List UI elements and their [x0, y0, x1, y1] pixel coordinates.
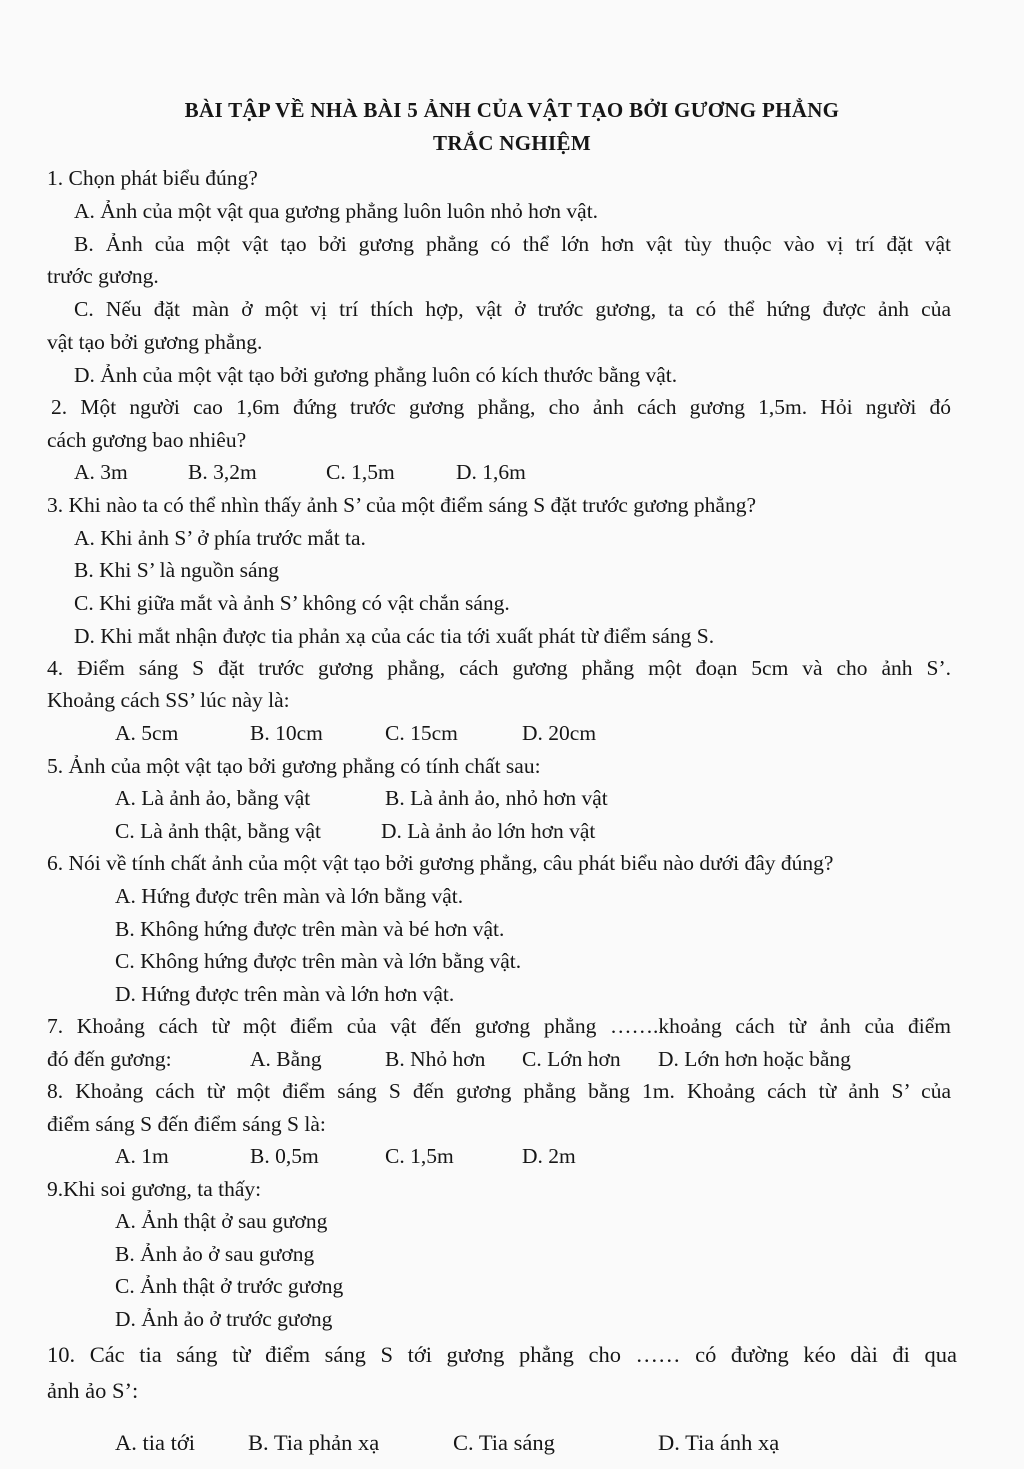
question-5-option-b: B. Là ảnh ảo, nhỏ hơn vật — [385, 786, 608, 810]
question-3-option-a: A. Khi ảnh S’ ở phía trước mắt ta. — [74, 526, 366, 550]
question-10-text: 10. Các tia sáng từ điểm sáng S tới gương phẳng cho …… có đường kéo dài đi qua — [47, 1342, 957, 1367]
question-1-option-b-cont: trước gương. — [47, 264, 159, 288]
question-7-text-cont: đó đến gương: — [47, 1047, 172, 1071]
question-7-option-a: A. Bằng — [250, 1047, 322, 1071]
question-8-text-cont: điểm sáng S đến điểm sáng S là: — [47, 1112, 326, 1136]
question-9-text: 9.Khi soi gương, ta thấy: — [47, 1177, 262, 1201]
question-2-option-a: A. 3m — [74, 460, 128, 484]
question-9-option-c: C. Ảnh thật ở trước gương — [115, 1274, 344, 1298]
question-10-option-d: D. Tia ánh xạ — [658, 1430, 780, 1455]
question-9-option-b: B. Ảnh ảo ở sau gương — [115, 1242, 315, 1266]
question-7-text: 7. Khoảng cách từ một điểm của vật đến gương phẳng …….khoảng cách từ ảnh của điểm — [47, 1014, 951, 1038]
question-6-option-b: B. Không hứng được trên màn và bé hơn vật. — [115, 917, 505, 941]
page-title: BÀI TẬP VỀ NHÀ BÀI 5 ẢNH CỦA VẬT TẠO BỞI GƯƠNG PHẲNG — [184, 98, 840, 122]
question-8-option-c: C. 1,5m — [385, 1144, 454, 1168]
question-10-text-cont: ảnh ảo S’: — [47, 1378, 139, 1403]
question-4-option-a: A. 5cm — [115, 721, 179, 745]
question-5-option-a: A. Là ảnh ảo, bằng vật — [115, 786, 311, 810]
question-2-option-d: D. 1,6m — [456, 460, 526, 484]
question-10-option-b: B. Tia phản xạ — [248, 1430, 380, 1455]
question-5-option-d: D. Là ảnh ảo lớn hơn vật — [381, 819, 596, 843]
question-6-text: 6. Nói về tính chất ảnh của một vật tạo bởi gương phẳng, câu phát biểu nào dưới đây đúng? — [47, 851, 834, 875]
question-4-text-cont: Khoảng cách SS’ lúc này là: — [47, 688, 290, 712]
question-1-option-b: B. Ảnh của một vật tạo bởi gương phẳng có thể lớn hơn vật tùy thuộc vào vị trí đặt vật — [74, 232, 951, 256]
question-8-option-a: A. 1m — [115, 1144, 169, 1168]
question-6-option-a: A. Hứng được trên màn và lớn bằng vật. — [115, 884, 464, 908]
question-9-option-d: D. Ảnh ảo ở trước gương — [115, 1307, 333, 1331]
question-3-text: 3. Khi nào ta có thể nhìn thấy ảnh S’ của một điểm sáng S đặt trước gương phẳng? — [47, 493, 757, 517]
question-9-option-a: A. Ảnh thật ở sau gương — [115, 1209, 328, 1233]
question-4-option-b: B. 10cm — [250, 721, 323, 745]
question-5-option-c: C. Là ảnh thật, bằng vật — [115, 819, 321, 843]
question-1-option-c: C. Nếu đặt màn ở một vị trí thích hợp, vật ở trước gương, ta có thể hứng được ảnh của — [74, 297, 951, 321]
question-6-option-d: D. Hứng được trên màn và lớn hơn vật. — [115, 982, 455, 1006]
question-7-option-b: B. Nhỏ hơn — [385, 1047, 486, 1071]
question-3-option-c: C. Khi giữa mắt và ảnh S’ không có vật chắn sáng. — [74, 591, 510, 615]
question-8-option-b: B. 0,5m — [250, 1144, 319, 1168]
page-subtitle: TRẮC NGHIỆM — [433, 131, 591, 155]
question-6-option-c: C. Không hứng được trên màn và lớn bằng vật. — [115, 949, 522, 973]
question-2-text-cont: cách gương bao nhiêu? — [47, 428, 247, 452]
question-3-option-d: D. Khi mắt nhận được tia phản xạ của các tia tới xuất phát từ điểm sáng S. — [74, 624, 715, 648]
question-8-option-d: D. 2m — [522, 1144, 576, 1168]
question-5-text: 5. Ảnh của một vật tạo bởi gương phẳng có tính chất sau: — [47, 754, 541, 778]
question-10-option-c: C. Tia sáng — [453, 1430, 555, 1455]
question-4-option-d: D. 20cm — [522, 721, 597, 745]
question-1-option-d: D. Ảnh của một vật tạo bởi gương phẳng luôn có kích thước bằng vật. — [74, 363, 678, 387]
question-3-option-b: B. Khi S’ là nguồn sáng — [74, 558, 280, 582]
question-1-option-a: A. Ảnh của một vật qua gương phẳng luôn luôn nhỏ hơn vật. — [74, 199, 599, 223]
question-4-text: 4. Điểm sáng S đặt trước gương phẳng, cách gương phẳng một đoạn 5cm và cho ảnh S’. — [47, 656, 951, 680]
question-1-option-c-cont: vật tạo bởi gương phẳng. — [47, 330, 263, 354]
question-1-text: 1. Chọn phát biểu đúng? — [47, 166, 258, 190]
question-7-option-d: D. Lớn hơn hoặc bằng — [658, 1047, 851, 1071]
question-2-option-c: C. 1,5m — [326, 460, 395, 484]
question-2-option-b: B. 3,2m — [188, 460, 257, 484]
question-10-option-a: A. tia tới — [115, 1430, 196, 1455]
question-7-option-c: C. Lớn hơn — [522, 1047, 621, 1071]
question-2-text: 2. Một người cao 1,6m đứng trước gương phẳng, cho ảnh cách gương 1,5m. Hỏi người đó — [51, 395, 951, 419]
question-4-option-c: C. 15cm — [385, 721, 458, 745]
question-8-text: 8. Khoảng cách từ một điểm sáng S đến gương phẳng bằng 1m. Khoảng cách từ ảnh S’ của — [47, 1079, 951, 1103]
